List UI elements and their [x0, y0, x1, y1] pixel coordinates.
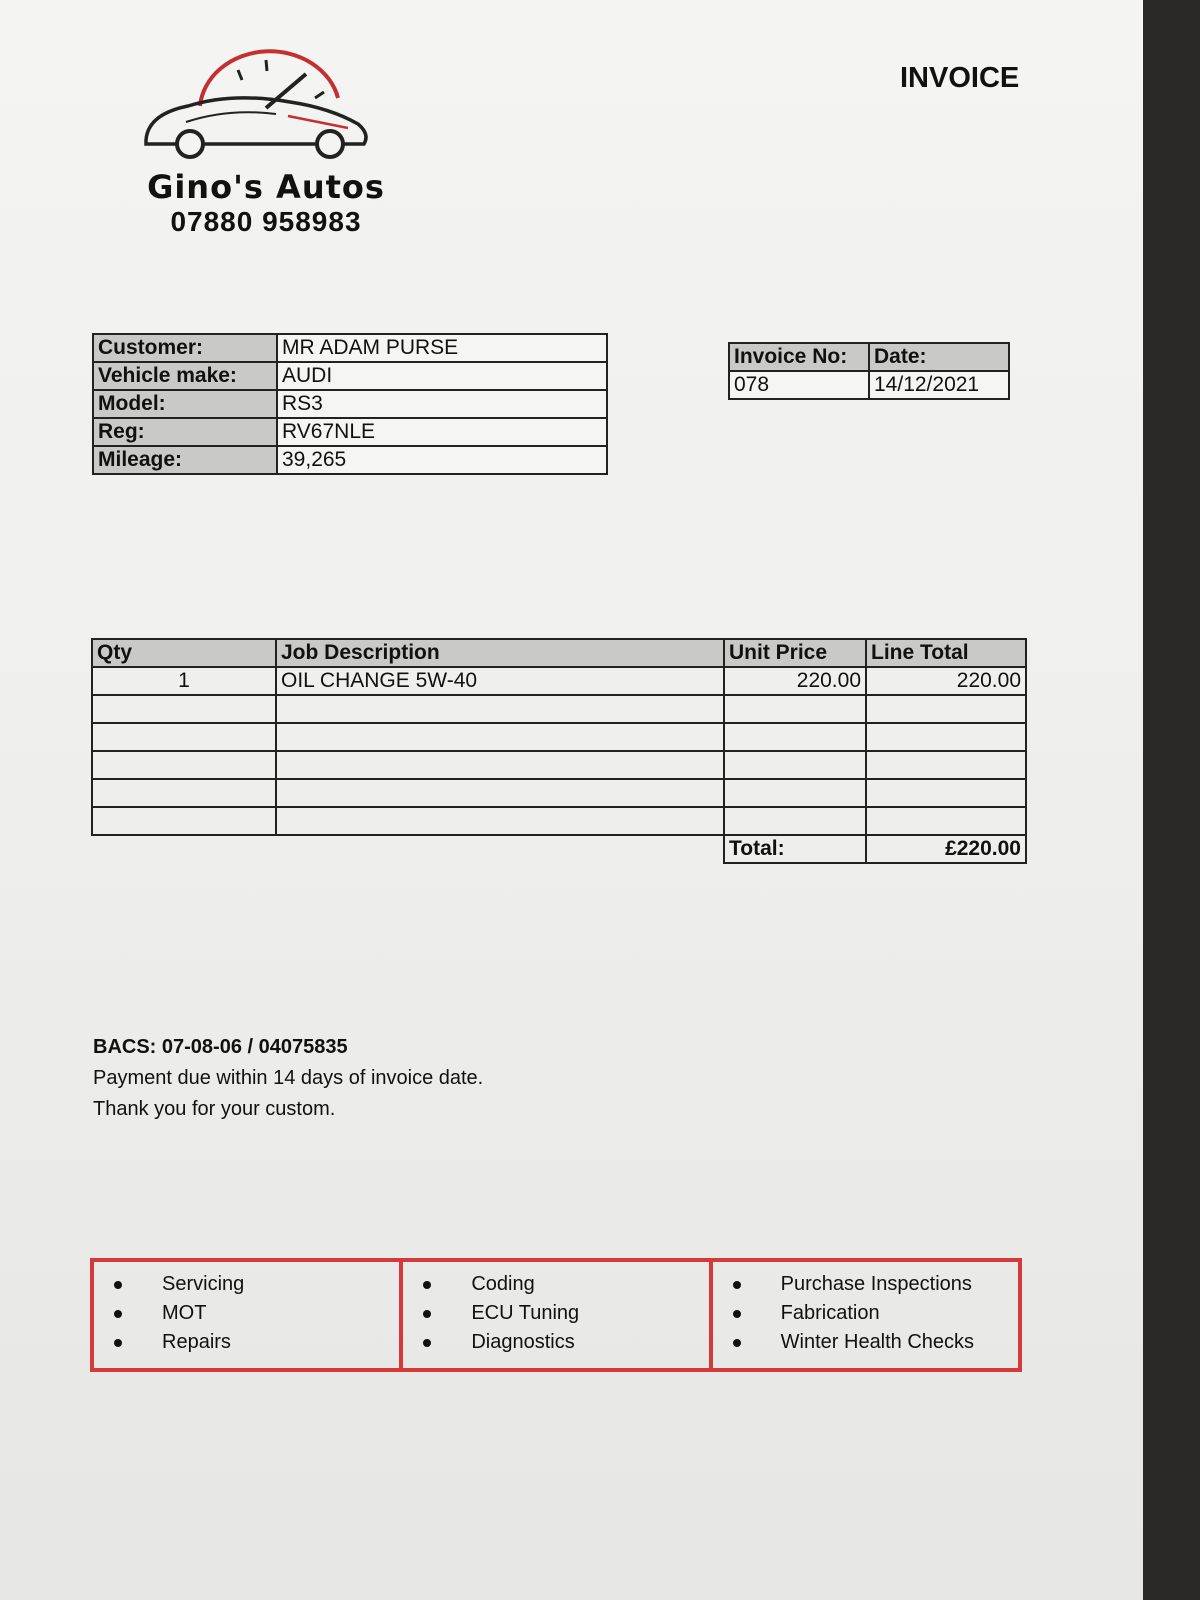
empty-cell [92, 779, 276, 807]
invoice-meta-table [728, 342, 1010, 400]
customer-details-table [92, 333, 608, 475]
unit-price-cell: 220.00 [724, 667, 866, 695]
service-item [423, 1299, 708, 1328]
invoice-number: 078 [729, 371, 869, 399]
table-row [92, 807, 1026, 835]
total-label: Total: [724, 835, 866, 863]
invoice-total: £220.00 [866, 835, 1026, 863]
invoice-date: 14/12/2021 [869, 371, 1009, 399]
bacs-details: BACS: 07-08-06 / 04075835 [93, 1036, 348, 1058]
car-gauge-icon [138, 48, 388, 163]
company-logo [108, 48, 428, 238]
service-item [423, 1270, 708, 1299]
qty-cell: 1 [92, 667, 276, 695]
table-row [92, 751, 1026, 779]
service-item [114, 1299, 399, 1328]
empty-cell [92, 807, 276, 835]
service-item [423, 1328, 708, 1357]
description-header: Job Description [276, 639, 724, 667]
empty-cell [866, 695, 1026, 723]
table-row [92, 723, 1026, 751]
customer-detail-row [93, 390, 607, 418]
customer-detail-row [93, 446, 607, 474]
services-box [90, 1258, 1022, 1372]
bullet-icon [423, 1281, 431, 1289]
line-items-table [91, 638, 1027, 864]
empty-cell [276, 751, 724, 779]
detail-label: Reg: [93, 418, 277, 446]
bullet-icon [114, 1339, 122, 1347]
unit-price-header: Unit Price [724, 639, 866, 667]
detail-value: 39,265 [277, 446, 607, 474]
bullet-icon [733, 1339, 741, 1347]
date-label: Date: [869, 343, 1009, 371]
service-item [733, 1270, 1018, 1299]
service-item [733, 1299, 1018, 1328]
empty-cell [92, 751, 276, 779]
table-row [92, 779, 1026, 807]
service-item [114, 1270, 399, 1299]
services-column [403, 1262, 712, 1368]
empty-cell [724, 695, 866, 723]
service-label: Coding [471, 1273, 535, 1295]
service-label: Fabrication [780, 1302, 880, 1324]
services-column [713, 1262, 1018, 1368]
bullet-icon [733, 1281, 741, 1289]
detail-value: AUDI [277, 362, 607, 390]
empty-cell [866, 779, 1026, 807]
empty-cell [276, 779, 724, 807]
company-phone: 07880 958983 [170, 206, 362, 237]
empty-cell [724, 723, 866, 751]
bullet-icon [423, 1339, 431, 1347]
thank-you-note: Thank you for your custom. [93, 1098, 336, 1120]
detail-label: Model: [93, 390, 277, 418]
services-column [94, 1262, 403, 1368]
service-item [114, 1328, 399, 1357]
detail-value: MR ADAM PURSE [277, 334, 607, 362]
empty-cell [724, 807, 866, 835]
detail-value: RS3 [277, 390, 607, 418]
service-label: Purchase Inspections [780, 1273, 972, 1295]
empty-cell [276, 695, 724, 723]
empty-cell [276, 723, 724, 751]
empty-cell [724, 779, 866, 807]
table-row [92, 667, 1026, 695]
document-title: INVOICE [900, 62, 1020, 94]
service-item [733, 1328, 1018, 1357]
service-label: Servicing [162, 1273, 245, 1295]
service-label: Winter Health Checks [780, 1331, 975, 1353]
empty-cell [866, 723, 1026, 751]
invoice-number-label: Invoice No: [729, 343, 869, 371]
payment-footer [93, 1032, 483, 1125]
empty-cell [724, 751, 866, 779]
empty-cell [92, 723, 276, 751]
bullet-icon [423, 1310, 431, 1318]
customer-detail-row [93, 418, 607, 446]
bullet-icon [114, 1310, 122, 1318]
service-label: MOT [162, 1302, 207, 1324]
empty-cell [92, 695, 276, 723]
payment-terms: Payment due within 14 days of invoice date. [93, 1067, 484, 1089]
line-total-cell: 220.00 [866, 667, 1026, 695]
company-name: Gino's Autos [147, 168, 385, 206]
service-label: Diagnostics [471, 1331, 575, 1353]
table-row [92, 695, 1026, 723]
qty-header: Qty [92, 639, 276, 667]
description-cell: OIL CHANGE 5W-40 [276, 667, 724, 695]
detail-label: Mileage: [93, 446, 277, 474]
line-total-header: Line Total [866, 639, 1026, 667]
service-label: Repairs [162, 1331, 231, 1353]
empty-cell [866, 751, 1026, 779]
detail-label: Vehicle make: [93, 362, 277, 390]
service-label: ECU Tuning [471, 1302, 580, 1324]
detail-value: RV67NLE [277, 418, 607, 446]
customer-detail-row [93, 334, 607, 362]
bullet-icon [733, 1310, 741, 1318]
customer-detail-row [93, 362, 607, 390]
bullet-icon [114, 1281, 122, 1289]
empty-cell [866, 807, 1026, 835]
empty-cell [276, 807, 724, 835]
detail-label: Customer: [93, 334, 277, 362]
